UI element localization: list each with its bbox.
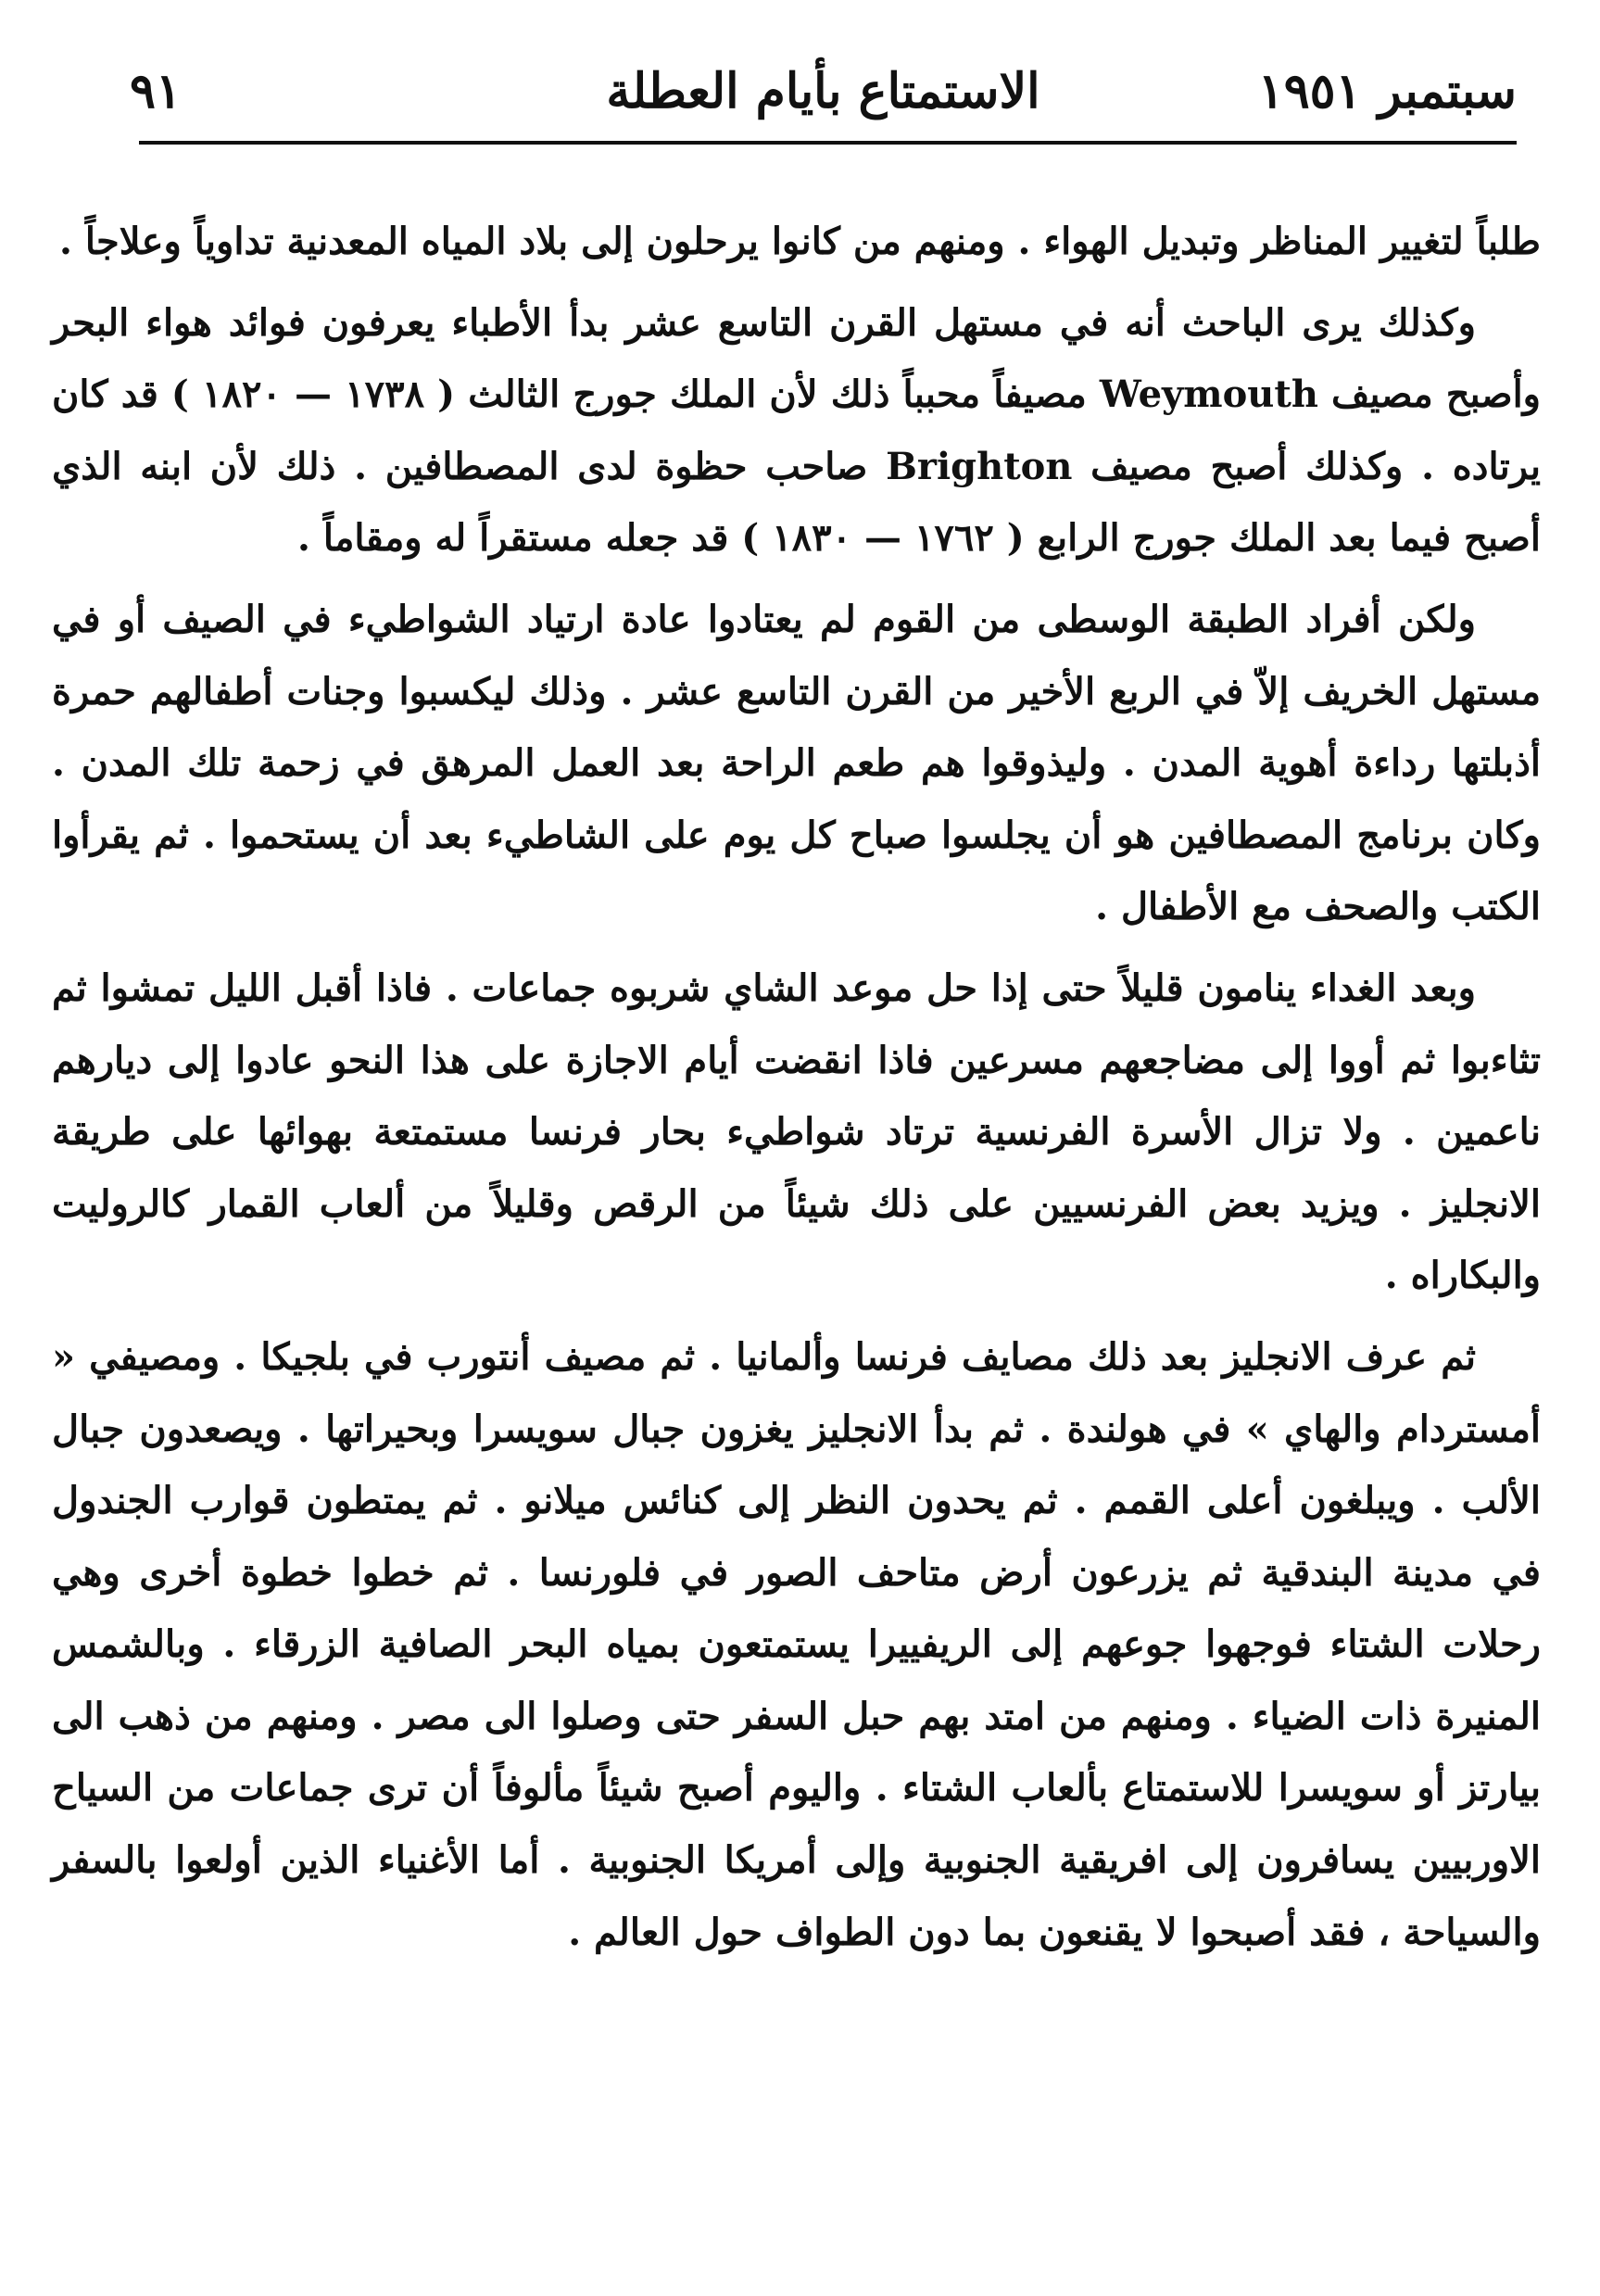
page-number: ٩١ — [130, 63, 182, 120]
running-header — [130, 54, 1517, 143]
paragraph-4: وبعد الغداء ينامون قليلاً حتى إذا حل موعد الشاي شربوه جماعات . فاذا أقبل الليل تمشوا ثم تثاءبوا ثم أووا إلى مضاجعهم مسرعين فاذا انقضت أيام الاجازة على هذا النحو عادوا إلى ديارهم ناعمين . ولا تزال الأسرة الفرنسية ترتاد شواطيء بحار فرنسا مستمتعة بهوائها على طريقة الانجليز . ويزيد بعض الفرنسيين على ذلك شيئاً من الرقص وقليلاً من ألعاب القمار كالروليت والبكاراه . — [52, 965, 1541, 1298]
paragraph-3: ولكن أفراد الطبقة الوسطى من القوم لم يعتادوا عادة ارتياد الشواطيء في الصيف أو في مستهل الخريف إلاّ في الربع الأخير من القرن التاسع عشر . وذلك ليكسبوا وجنات أطفالهم حمرة أذبلتها رداءة أهوية المدن . وليذوقوا هم طعم الراحة بعد العمل المرهق في زحمة تلك المدن . وكان برنامج المصطافين هو أن يجلسوا صباح كل يوم على الشاطيء بعد أن يستحموا . ثم يقرأوا الكتب والصحف مع الأطفال . — [52, 597, 1542, 929]
header-date: سبتمبر ١٩٥١ — [1257, 63, 1517, 120]
header-rule — [139, 141, 1517, 145]
body-text — [52, 206, 1541, 1977]
paragraph-1: طلباً لتغيير المناظر وتبديل الهواء . ومنهم من كانوا يرحلون إلى بلاد المياه المعدنية تداوياً وعلاجاً . — [58, 220, 1541, 263]
paragraph-5: ثم عرف الانجليز بعد ذلك مصايف فرنسا وألمانيا . ثم مصيف أنتورب في بلجيكا . ومصيفي « أمستردام والهاي » في هولندة . ثم بدأ الانجليز يغزون جبال سويسرا وبحيراتها . ويصعدون جبال الألب . ويبلغون أعلى القمم . ثم يحدون النظر إلى كنائس ميلانو . ثم يمتطون قوارب الجندول في مدينة البندقية ثم يزرعون أرض متاحف الصور في فلورنسا . ثم خطوا خطوة أخرى وهي رحلات الشتاء فوجهوا جوعهم إلى الريفييرا يستمتعون بمياه البحر الصافية الزرقاء . وبالشمس المنيرة ذات الضياء . ومنهم من امتد بهم حبل السفر حتى وصلوا الى مصر . ومنهم من ذهب الى بيارتز أو سويسرا للاستمتاع بألعاب الشتاء . واليوم أصبح شيئاً مألوفاً أن ترى جماعات من السياح الاوربيين يسافرون إلى افريقية الجنوبية وإلى أمريكا الجنوبية . أما الأغنياء الذين أولعوا بالسفر والسياحة ، فقد أصبحوا لا يقنعون بما دون الطواف حول العالم . — [52, 1334, 1541, 1954]
header-title: الاستمتاع بأيام العطلة — [606, 63, 1040, 120]
paragraph-2: وكذلك يرى الباحث أنه في مستهل القرن التاسع عشر بدأ الأطباء يعرفون فوائد هواء البحر وأصبح مصيف Weymouth مصيفاً محبباً ذلك لأن الملك جورج الثالث ( ١٧٣٨ — ١٨٢٠ ) قد كان يرتاده . وكذلك أصبح مصيف Brighton صاحب حظوة لدى المصطافين . ذلك لأن ابنه الذي أصبح فيما بعد الملك جورج الرابع ( ١٧٦٢ — ١٨٣٠ ) قد جعله مستقراً له ومقاماً . — [52, 300, 1542, 561]
